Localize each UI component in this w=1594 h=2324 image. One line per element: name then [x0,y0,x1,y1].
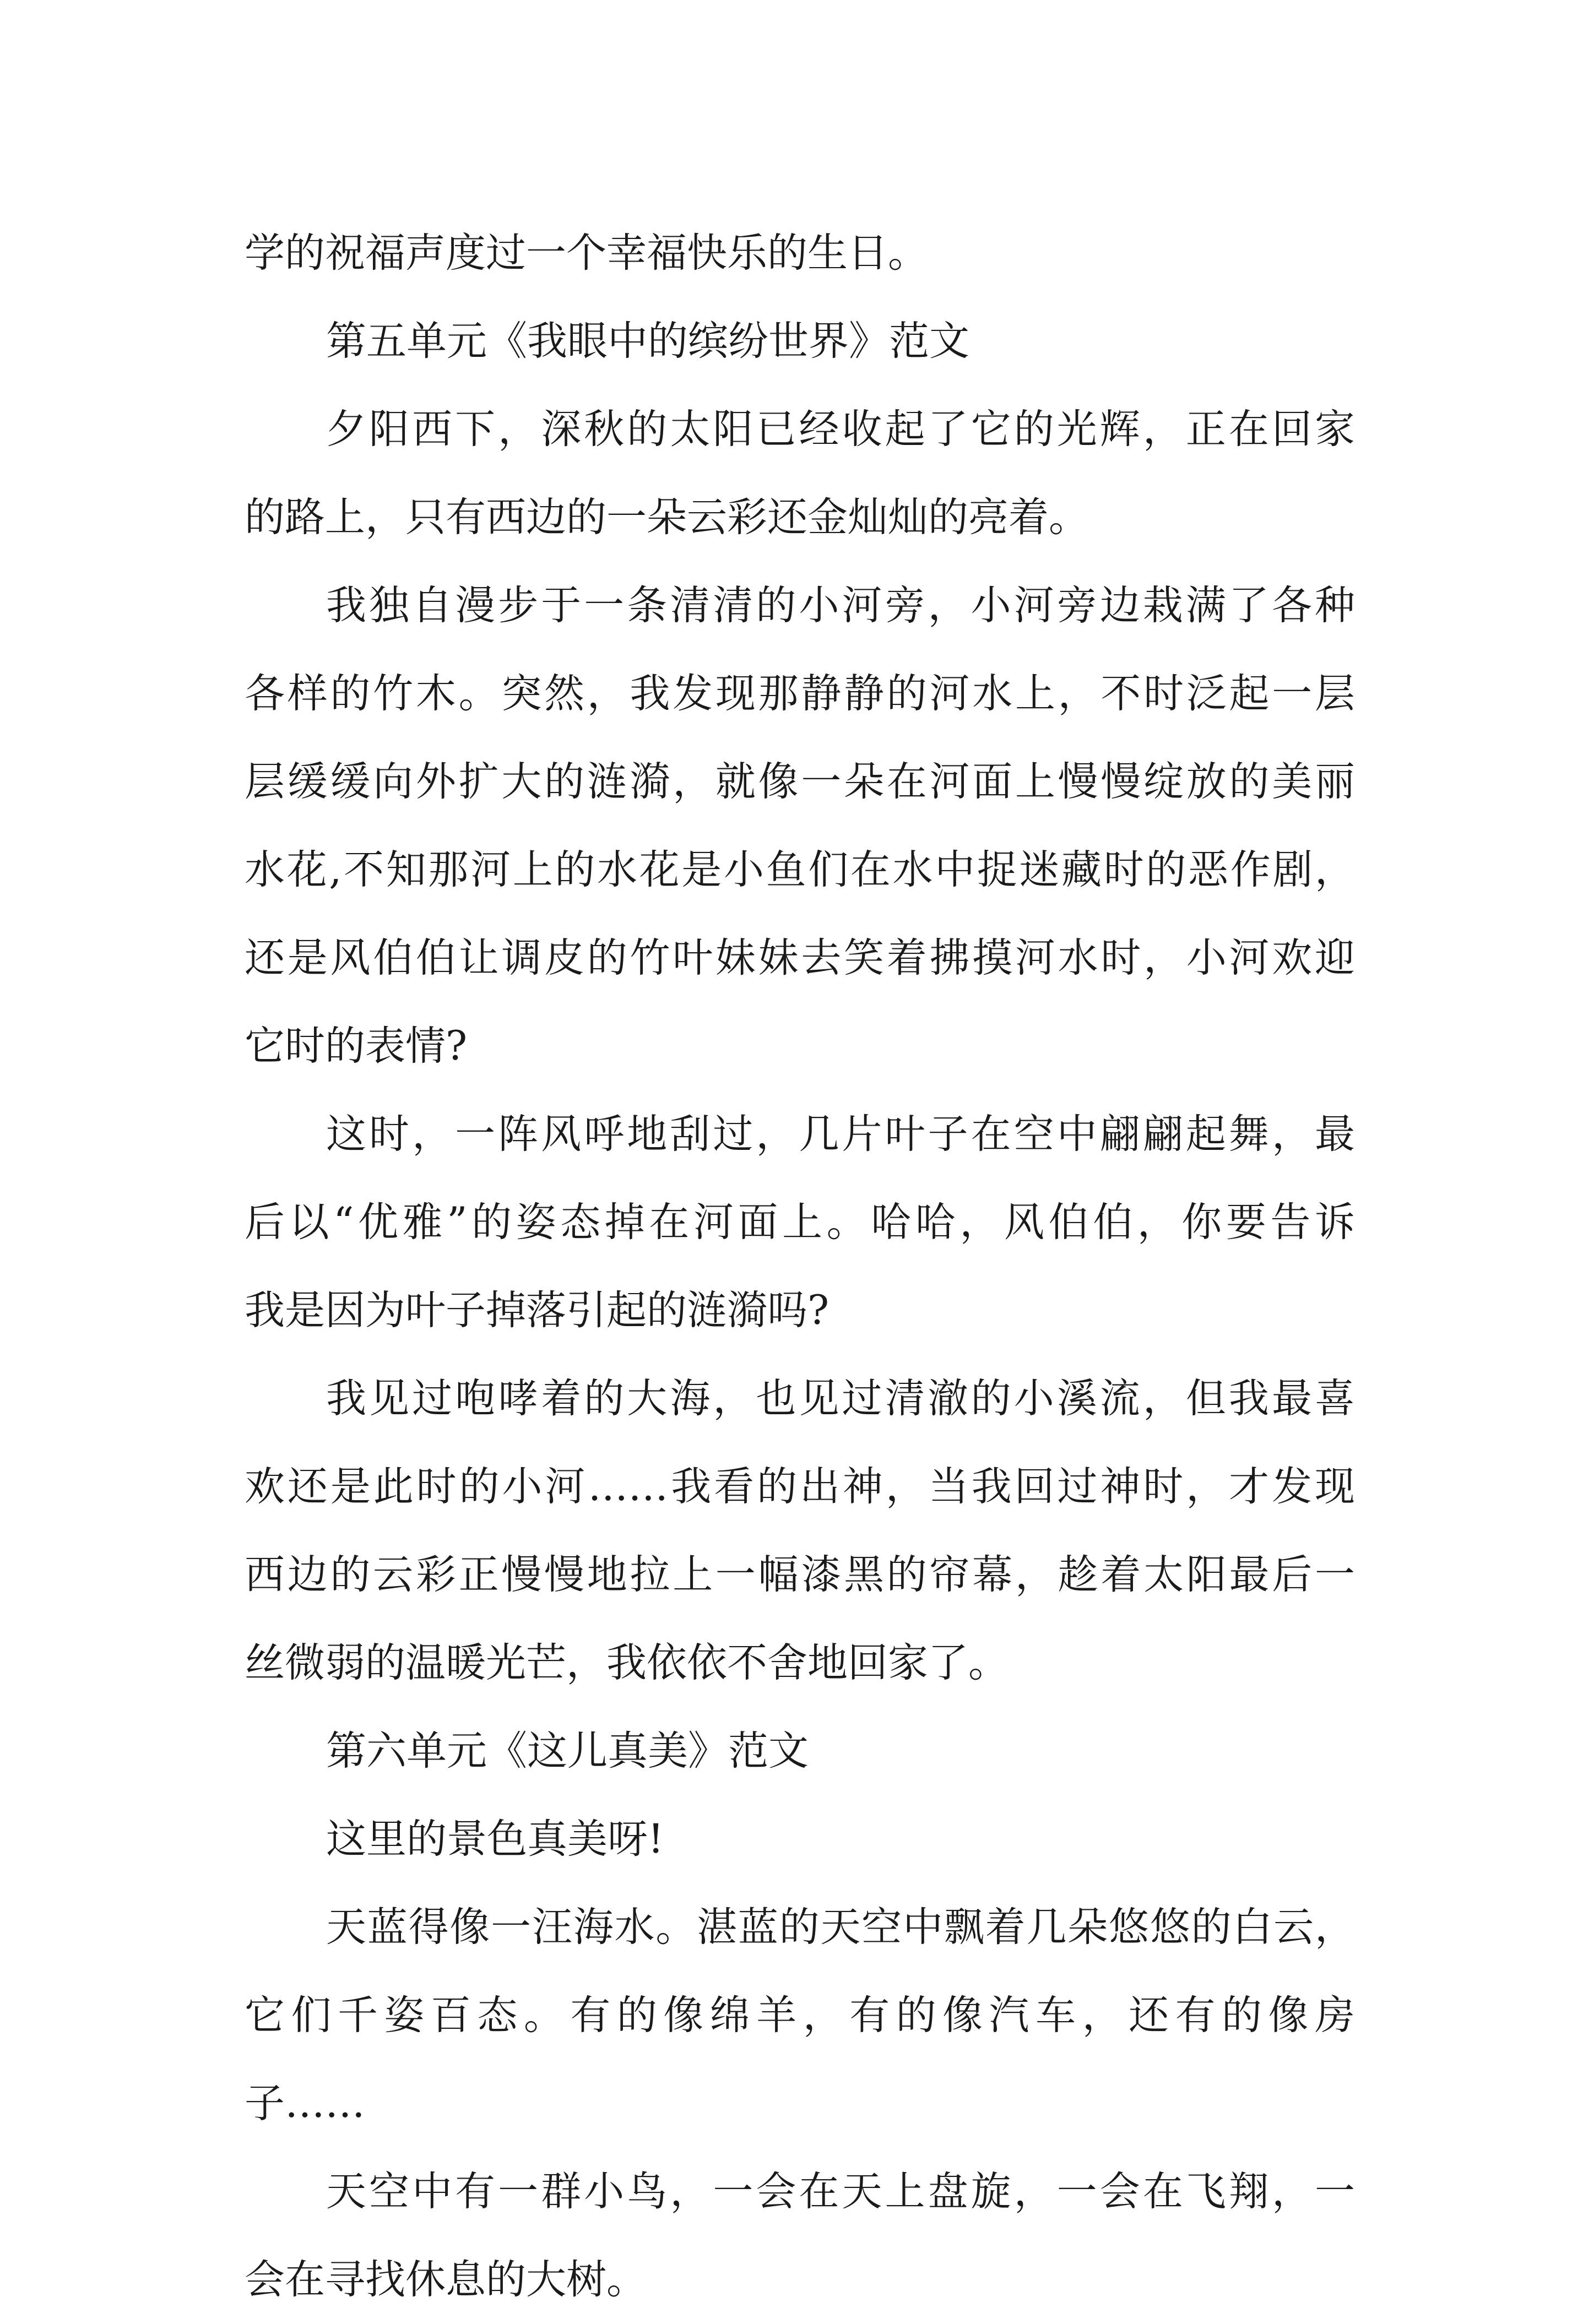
text-line: 层缓缓向外扩大的涟漪，就像一朵在河面上慢慢绽放的美丽 [245,758,1355,805]
text-line: 的路上，只有西边的一朵云彩还金灿灿的亮着。 [245,494,1089,541]
text-line: 欢还是此时的小河……我看的出神，当我回过神时，才发现 [245,1463,1355,1510]
text-line: 子…… [245,2080,365,2127]
text-line: 这时，一阵风呼地刮过，几片叶子在空中翩翩起舞，最 [326,1111,1355,1158]
text-line: 夕阳西下，深秋的太阳已经收起了它的光辉，正在回家 [326,406,1355,453]
text-line: 会在寻找休息的大树。 [245,2256,647,2303]
section-heading: 第五单元《我眼中的缤纷世界》范文 [326,318,969,365]
text-line: 它们千姿百态。有的像绵羊，有的像汽车，还有的像房 [245,1992,1355,2039]
text-line: 丝微弱的温暖光芒，我依依不舍地回家了。 [245,1639,1009,1686]
text-line: 我独自漫步于一条清清的小河旁，小河旁边栽满了各种 [326,582,1355,629]
text-line: 各样的竹木。突然，我发现那静静的河水上，不时泛起一层 [245,670,1355,717]
text-line: 学的祝福声度过一个幸福快乐的生日。 [245,230,928,276]
text-line: 天空中有一群小鸟，一会在天上盘旋，一会在飞翔，一 [326,2168,1355,2215]
text-line: 我是因为叶子掉落引起的涟漪吗? [245,1287,829,1334]
text-line: 我见过咆哮着的大海，也见过清澈的小溪流，但我最喜 [326,1375,1355,1422]
document-body [245,209,1355,2324]
text-line: 这里的景色真美呀! [326,1816,664,1863]
text-line: 后以“优雅”的姿态掉在河面上。哈哈，风伯伯，你要告诉 [245,1199,1355,1246]
text-line: 西边的云彩正慢慢地拉上一幅漆黑的帘幕，趁着太阳最后一 [245,1551,1355,1598]
text-line: 天蓝得像一汪海水。湛蓝的天空中飘着几朵悠悠的白云， [326,1904,1355,1951]
section-heading: 第六单元《这儿真美》范文 [326,1728,809,1774]
text-line: 它时的表情? [245,1023,468,1069]
text-line: 水花,不知那河上的水花是小鱼们在水中捉迷藏时的恶作剧， [245,846,1355,893]
text-line: 还是风伯伯让调皮的竹叶妹妹去笑着拂摸河水时，小河欢迎 [245,935,1355,981]
